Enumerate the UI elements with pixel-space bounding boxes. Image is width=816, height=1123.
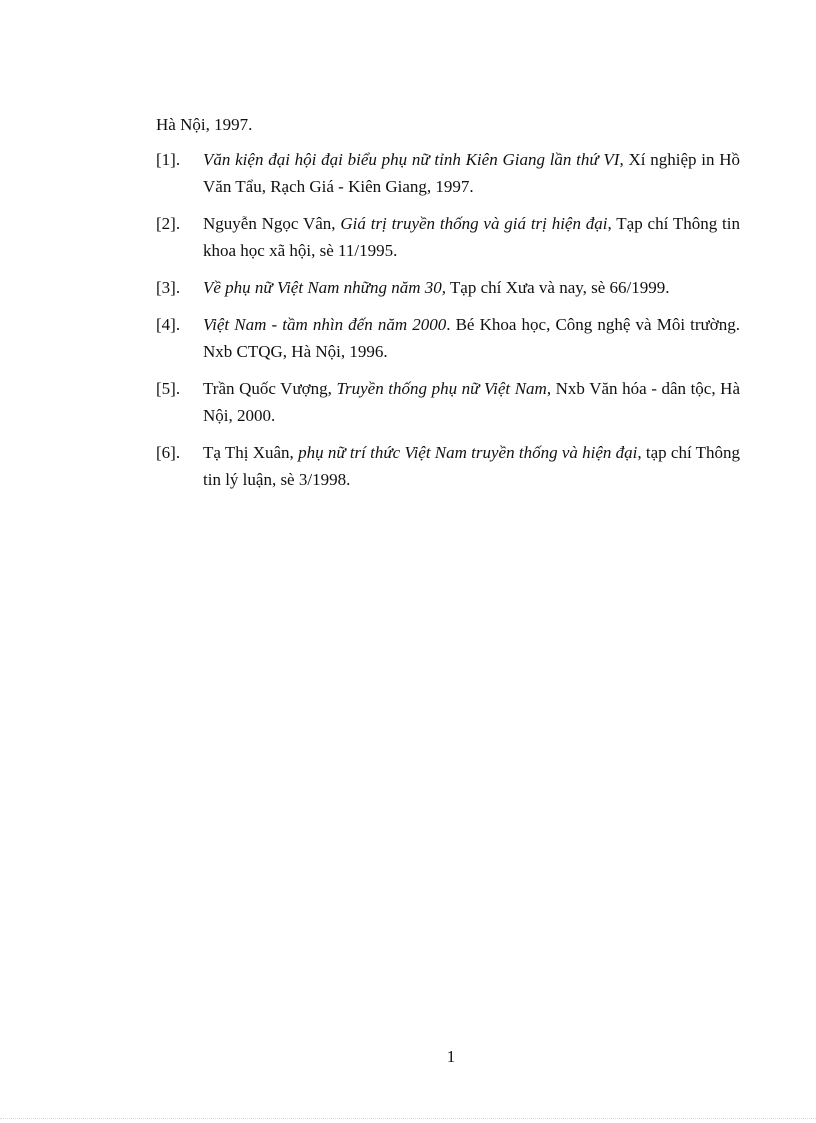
reference-text: Văn kiện đại hội đại biểu phụ nữ tỉnh Kiên Giang lần thứ VI, Xí nghiệp in Hồ Văn Tẩu, Rạch Giá - Kiên Giang, 1997. [203, 150, 740, 196]
page-bottom-edge [0, 1118, 816, 1119]
reference-text: Về phụ nữ Việt Nam những năm 30, Tạp chí Xưa và nay, sè 66/1999. [203, 278, 670, 297]
reference-item [156, 274, 740, 301]
reference-list [156, 146, 740, 503]
reference-number: [5]. [156, 379, 181, 398]
reference-item [156, 311, 740, 365]
reference-text: Tạ Thị Xuân, phụ nữ trí thức Việt Nam truyền thống và hiện đại, tạp chí Thông tin lý luận, sè 3/1998. [203, 443, 740, 489]
reference-number: [3]. [156, 278, 181, 297]
reference-number: [4]. [156, 315, 181, 334]
reference-item [156, 146, 740, 200]
continued-reference-text: Hà Nội, 1997. [156, 115, 253, 134]
reference-text: Nguyễn Ngọc Vân, Giá trị truyền thống và giá trị hiện đại, Tạp chí Thông tin khoa học xã hội, sè 11/1995. [203, 214, 740, 260]
reference-item [156, 375, 740, 429]
reference-text: Trần Quốc Vượng, Truyền thống phụ nữ Việt Nam, Nxb Văn hóa - dân tộc, Hà Nội, 2000. [203, 379, 741, 425]
reference-number: [6]. [156, 443, 181, 462]
reference-number: [1]. [156, 150, 181, 169]
page-number: 1 [446, 1047, 456, 1066]
reference-number: [2]. [156, 214, 181, 233]
reference-item [156, 439, 740, 493]
reference-item [156, 210, 740, 264]
reference-text: Việt Nam - tầm nhìn đến năm 2000. Bé Khoa học, Công nghệ và Môi trường. Nxb CTQG, Hà Nội, 1996. [203, 315, 741, 361]
